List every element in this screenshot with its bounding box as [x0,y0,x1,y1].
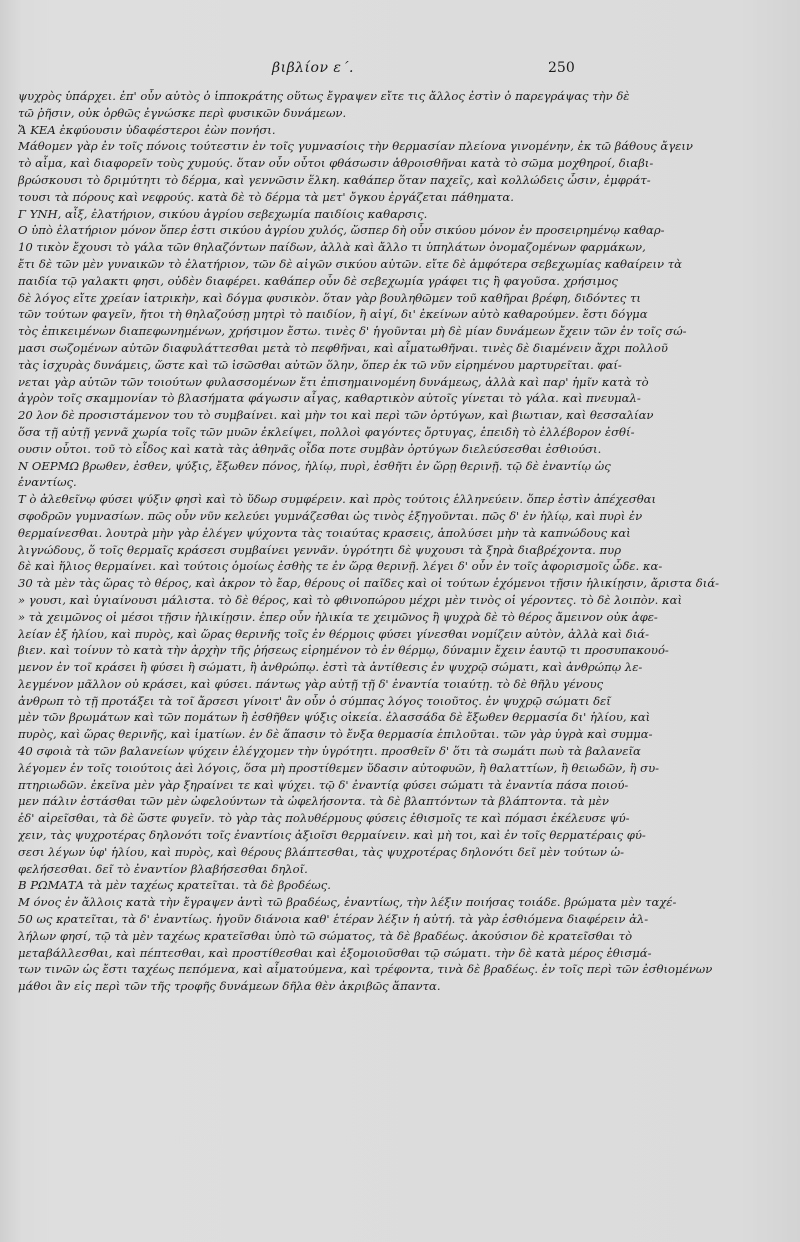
text-line: Ο ὑπὸ ἐλατήριον μόνον ὅπερ ἐστι σικύου ἀγρίου χυλός, ὥσπερ δὴ οὖν σικύου μόνον ἐν προσειρημένῳ καθαρ- [18,223,665,238]
text-line: ἔτι δὲ τῶν μὲν γυναικῶν τὸ ἐλατήριον, τῶν δὲ αἰγῶν σικύου αὐτῶν. εἴτε δὲ ἀμφότερα σεβεχωμίας καθαίρειν τὰ [18,256,682,271]
text-line: μεταβάλλεσθαι, καὶ πέπτεσθαι, καὶ προστίθεσθαι καὶ ἐξομοιοῦσθαι τῷ σώματι. τὴν δὲ κατὰ μέρος ἐθισμά- [18,945,652,960]
text-line: ἀγρὸν τοῖς σκαμμονίαν τὸ βλασήματα φάγωσιν αἶγας, καθαρτικὸν αὐτοῖς γίνεται τὸ γάλα. καὶ πνευμαλ- [18,391,641,406]
text-line: φελήσεσθαι. δεῖ τὸ ἐναντίον βλαβήσεσθαι δηλοῖ. [18,861,308,876]
text-line: Τ ὸ ἀλεθεῖνῳ φύσει ψύξιν φησὶ καὶ τὸ ὕδωρ συμφέρειν. καὶ πρὸς τούτοις ἑλληνεύειν. ὅπερ ἐστὶν ἀπέχεσθαι [18,492,657,507]
text-line: τὸς ἐπικειμένων διαπεφωνημένων, χρήσιμον ἔστω. τινὲς δ' ἡγοῦνται μὴ δὲ μίαν δυνάμεων ἔχειν τῶν ἐν τοῖς σώ- [18,324,687,339]
text-line: νεται γὰρ αὐτῶν τῶν τοιούτων φυλασσομένων ἔτι ἐπισημαινομένη δυνάμεως, ἀλλὰ καὶ παρ' ἡμῖν κατὰ τὸ [18,374,649,389]
text-line: 50 ως κρατεῖται, τὰ δ' ἐναντίως. ἡγοῦν διάνοια καθ' ἑτέραν λέξιν ἡ αὐτή. τὰ γὰρ ἐσθιόμενα διαφέρειν ἀλ- [18,912,649,927]
text-line: λιγνώδους, ὅ τοῖς θερμαῖς κράσεσι συμβαίνει γεννᾶν. ὑγρότητι δὲ ψυχουσι τὰ ξηρὰ διαβρέχοντα. πυρ [18,542,622,557]
paragraph [18,877,763,995]
text-line: βιεν. καὶ τοίνυν τὸ κατὰ τὴν ἀρχὴν τῆς ῥήσεως εἰρημένον τὸ ἐν θέρμῳ, δύναμιν ἔχειν ἑαυτῷ τι προσυπακουό- [18,643,669,658]
text-line: των τινῶν ὡς ἔστι ταχέως πεπόμενα, καὶ αἷματούμενα, καὶ τρέφοντα, τινὰ δὲ βραδέως. ἐν τοῖς περὶ τῶν ἐσθιομένων [18,962,713,977]
text-line: 30 τὰ μὲν τὰς ὥρας τὸ θέρος, καὶ ἀκρον τὸ ἔαρ, θέρους οἱ παῖδες καὶ οἱ τούτων ἐχόμενοι τῇσιν ἡλικίῃσιν, ἄριστα διά- [18,576,720,591]
text-line: ἐδ' αἱρεῖσθαι, τὰ δὲ ὥστε φυγεῖν. τὸ γὰρ τὰς πολυθέρμους φύσεις ἐθισμοῖς τε καὶ πόμασι ἐκέλευσε ψύ- [18,811,630,826]
text-line: Β ΡΩΜΑΤΑ τὰ μὲν ταχέως κρατεῖται. τὰ δὲ βροδέως. [18,878,331,893]
text-line: 10 τικὸν ἔχουσι τὸ γάλα τῶν θηλαζόντων παίδων, ἀλλὰ καὶ ἄλλο τι ὑπηλάτων ὀνομαζομένων φαρμάκων, [18,240,646,255]
text-line: σφοδρῶν γυμνασίων. πῶς οὖν νῦν κελεύει γυμνάζεσθαι ὡς τινὸς ἐξηγοῦνται. πῶς δ' ἐν ἡλίῳ, καὶ πυρὶ ἐν [18,508,643,523]
text-line: μενον ἐν τοῖ κράσει ἢ φύσει ἢ σώματι, ἢ ἀνθρώπῳ. ἐστὶ τὰ ἀντίθεσις ἐν ψυχρῷ σώματι, καὶ ἀνθρώπῳ λε- [18,660,643,675]
running-title: βιβλίον ε΄. [272,60,354,76]
paragraph [18,458,763,878]
text-line: μασι σωζομένων αὐτῶν διαφυλάττεσθαι μετὰ τὸ πεφθῆναι, καὶ αἷματωθῆναι. τινὲς δὲ διαμένειν ἄχρι πολλοῦ [18,340,668,355]
text-line: σεσι λέγων ὑφ' ἡλίου, καὶ πυρὸς, καὶ θέρους βλάπτεσθαι, τὰς ψυχροτέρας δηλονότι δεῖ μὲν τούτων ὠ- [18,844,624,859]
text-line: Ν ΟΕΡΜΩ βρωθεν, ἐσθεν, ψύξις, ἔξωθεν πόνος, ἡλίῳ, πυρὶ, ἐσθῆτι ἐν ὥρῃ θερινῇ. τῷ δὲ ἐναντίῳ ὡς [18,458,611,473]
text-line: τῶν τούτων φαγεῖν, ἤτοι τὴ θηλαζούσῃ μητρὶ τὸ παιδίον, ἢ αἰγί, δι' ἐκείνων αὐτὸ καθαρούμεν. ἔστι δόγμα [18,307,648,322]
text-line: τὰς ἰσχυρὰς δυνάμεις, ὥστε καὶ τῶ ἰσῶσθαι αὐτῶν ὅλην, ὅπερ ἐκ τῶ νῦν εἰρημένου μαρτυρεῖται. φαί- [18,357,622,372]
text-line: ψυχρὸς ὑπάρχει. ἐπ' οὖν αὐτὸς ὁ ἱπποκράτης οὕτως ἔγραψεν εἴτε τις ἄλλος ἐστὶν ὁ παρεγράψας τὴν δὲ [18,89,630,103]
text-line: πτηριωδῶν. ἐκεῖνα μὲν γὰρ ξηραίνει τε καὶ ψύχει. τῷ δ' ἐναντίᾳ φύσει σώματι τὰ ἐναντία πάσα ποιού- [18,777,629,792]
text-line: τὸ αἷμα, καὶ διαφορεῖν τοὺς χυμούς. ὅταν οὖν οὗτοι φθάσωσιν ἀθροισθῆναι κατὰ τὸ σῶμα μοχθηροί, διαβι- [18,156,654,171]
text-line: δὲ καὶ ἥλιος θερμαίνει. καὶ τούτοις ὁμοίως ἐσθὴς τε ἐν ὥρᾳ θερινῇ. λέγει δ' οὖν ἐν τοῖς ἀφορισμοῖς ὧδε. κα- [18,559,663,574]
text-line: λείαν ἐξ ἡλίου, καὶ πυρὸς, καὶ ὥρας θερινῆς τοῖς ἐν θέρμοις φύσει γίνεσθαι νομίζειν αὐτὸν, ἀλλὰ καὶ διά- [18,626,649,641]
paragraph [18,122,763,206]
text-line: χειν, τὰς ψυχροτέρας δηλονότι τοῖς ἐναντίοις ἀξιοῖσι θερμαίνειν. καὶ μὴ τοι, καὶ ἐν τοῖς θερματέραις φύ- [18,828,646,843]
text-line: μάθοι ἂν εἰς περὶ τῶν τῆς τροφῆς δυνάμεων δῆλα θὲν ἀκριβῶς ἅπαντα. [18,979,441,994]
text-line: Ἄ ΚΕΑ ἐκφύουσιν ὑδαφέστεροι ἐὼν πονήσι. [18,122,276,137]
text-line: λήλων φησί, τῷ τὰ μὲν ταχέως κρατεῖσθαι ὑπὸ τῶ σώματος, τὰ δὲ βραδέως. ἀκούσιον δὲ κρατεῖσθαι τὸ [18,928,633,943]
text-line: » τὰ χειμῶνος οἱ μέσοι τῇσιν ἡλικίῃσιν. ἐπερ οὖν ἡλικία τε χειμῶνος ἢ ψυχρὰ δὲ τὸ θέρος ἄμεινον οὐκ ἀφε- [18,609,658,624]
paragraph [18,88,763,122]
page-number: 250 [548,60,575,76]
text-line: Γ ΥΝΗ, αἶξ, ἐλατήριον, σικύου ἀγρίου σεβεχωμία παιδίοις καθαρσις. [18,206,428,221]
text-line: μὲν τῶν βρωμάτων καὶ τῶν πομάτων ἢ ἐσθῆθεν ψύξις οἰκεία. ἐλασσάδα δὲ ἔξωθεν θερμασία δι' ἡλίου, καὶ [18,710,651,725]
text-line: μεν πάλιν ἐστάσθαι τῶν μὲν ὠφελούντων τὰ ὠφελήσοντα. τὰ δὲ βλαπτόντων τὰ βλάπτοντα. τὰ μὲν [18,794,609,809]
text-line: » γουσι, καὶ ὑγιαίνουσι μάλιστα. τὸ δὲ θέρος, καὶ τὸ φθινοπώρου μέχρι μὲν τινὸς οἱ γέροντες. τὸ δὲ λοιπὸν. καὶ [18,592,683,607]
page-header [0,60,800,84]
text-line: ἀνθρωπ τὸ τῇ προτάξει τὰ τοῖ ἄρσεσι γίνοιτ' ἂν οὖν ὁ σύμπας λόγος τοιοῦτος. ἐν ψυχρῷ σώματι δεῖ [18,693,611,708]
paragraph [18,206,763,458]
text-line: Μάθομεν γὰρ ἐν τοῖς πόνοις τούτεστιν ἐν τοῖς γυμνασίοις τὴν θερμασίαν πλείονα γινομένην, ἐκ τῶ βάθους ἄγειν [18,139,693,154]
text-line: θερμαίνεσθαι. λουτρὰ μὴν γὰρ ἐλέγεν ψύχοντα τὰς τοιαύτας κρασεις, ἀπολύσει μὴν τὰ καπνώδους καὶ [18,525,631,540]
text-line: βρώσκουσι τὸ δριμύτητι τὸ δέρμα, καὶ γεννῶσιν ἕλκη. καθάπερ ὅταν παχεῖς, καὶ κολλώδεις ὦσιν, ἐμφράτ- [18,172,651,187]
text-line: παιδία τῷ γαλακτι φησι, οὐδὲν διαφέρει. καθάπερ οὖν δὲ σεβεχωμία γράφει τις ἢ φαγοῦσα. χρήσιμος [18,273,618,288]
text-line: πυρὸς, καὶ ὥρας θερινῆς, καὶ ἱματίων. ἐν δὲ ἅπασιν τὸ ἔνξα θερμασία ἐπιλοῦται. τῶν γὰρ ὑγρὰ καὶ συμμα- [18,727,653,742]
text-line: 20 λον δὲ προσιστάμενον του τὸ συμβαίνει. καὶ μὴν τοι καὶ περὶ τῶν ὀρτύγων, καὶ βιωτιαν, καὶ θεσσαλίαν [18,408,654,423]
text-line: ουσιν οὗτοι. τοῦ τὸ εἶδος καὶ κατὰ τὰς ἀθηνᾶς οἶδα ποτε συμβὰν ὀρτύγων διελεύσεσθαι ἐσθιούσι. [18,441,602,456]
text-line: ὅσα τῇ αὐτῇ γεννᾶ χωρία τοῖς τῶν μυῶν ἐκλείψει, πολλοὶ φαγόντες ὄρτυγας, ἐπειδὴ τὸ ἐλλέβορον ἐσθί- [18,424,635,439]
text-line: τῶ ῥῆσιν, οὐκ ὀρθῶς ἐγνώσκε περὶ φυσικῶν δυνάμεων. [18,105,347,120]
text-line: 40 σφοιὰ τὰ τῶν βαλανείων ψύχειν ἐλέγχομεν τὴν ὑγρότητι. προσθεῖν δ' ὅτι τὰ σωμάτι πωὺ τὰ βαλανεῖα [18,744,641,759]
text-line: ἐναντίως. [18,475,77,490]
text-line: Μ όνος ἐν ἄλλοις κατὰ τὴν ἔγραψεν ἀντὶ τῶ βραδέως, ἐναντίως, τὴν λέξιν ποιήσας τοιάδε. βρώματα μὲν ταχέ- [18,895,677,910]
text-line: λεγμένον μᾶλλον οὐ κράσει, καὶ φύσει. πάντως γὰρ αὐτῇ τῇ δ' ἐναντία τοιαύτῃ. τὸ δὲ θῆλυ γένους [18,676,604,691]
text-line: λέγομεν ἐν τοῖς τοιούτοις ἀεὶ λόγοις, ὅσα μὴ προστίθεμεν ὕδασιν αὐτοφυῶν, ἢ θαλαττίων, ἢ θειωδῶν, ἢ συ- [18,760,660,775]
text-line: δὲ λόγος εἴτε χρείαν ἰατρικὴν, καὶ δόγμα φυσικὸν. ὅταν γὰρ βουληθῶμεν τοῦ καθῆραι βρέφη, διδόντες τι [18,290,641,305]
text-line: τουσι τὰ πόρους καὶ νεφρούς. κατὰ δὲ τὸ δέρμα τὰ μετ' ὄγκου ἐργάζεται πάθηματα. [18,189,514,204]
main-text-block [18,88,763,995]
